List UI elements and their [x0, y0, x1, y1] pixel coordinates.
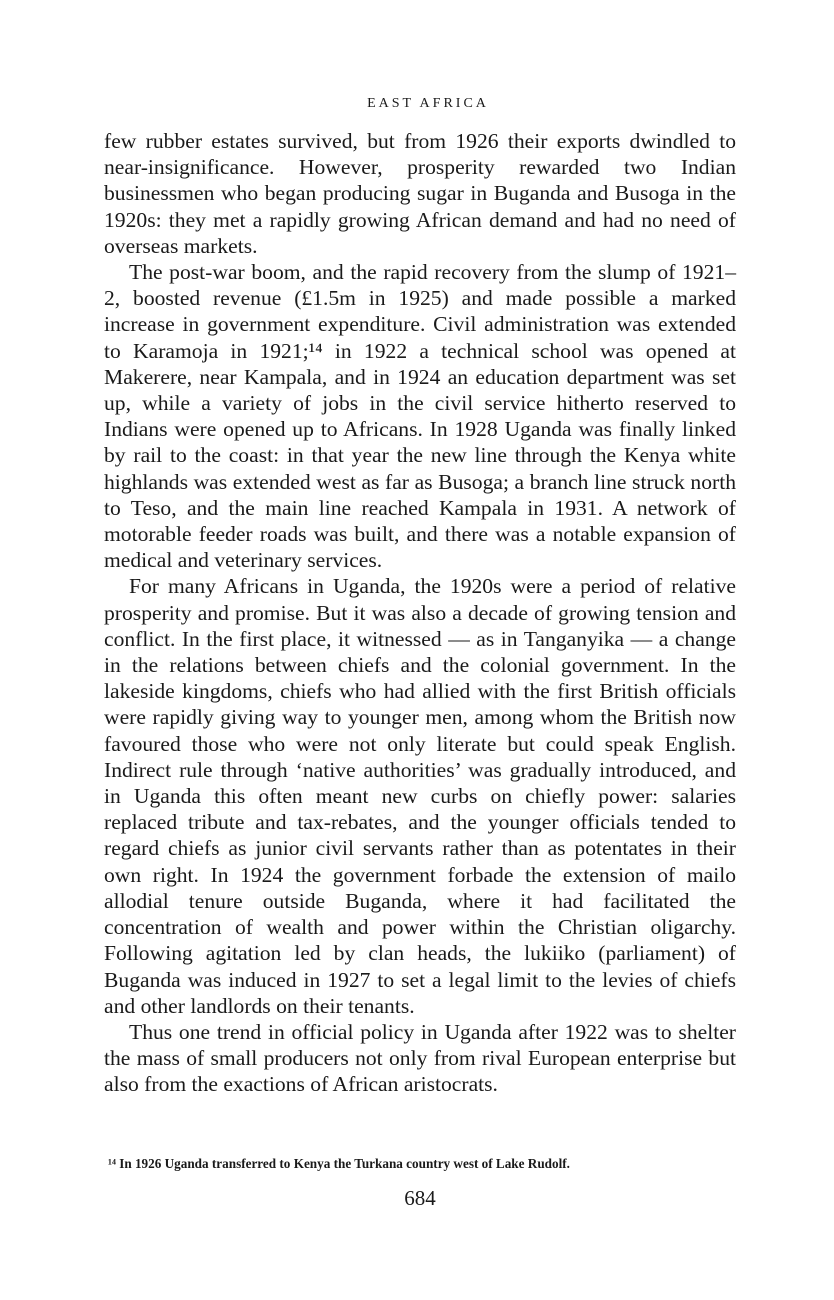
paragraph-4: Thus one trend in official policy in Uganda after 1922 was to shelter the mass of small producers not only from rival European enterprise but also from the exactions of African aristocrats.: [104, 1019, 736, 1097]
footnote: ¹⁴ In 1926 Uganda transferred to Kenya the Turkana country west of Lake Rudolf.: [108, 1156, 570, 1171]
paragraph-2: The post-war boom, and the rapid recovery from the slump of 1921–2, boosted revenue (£1.5m in 1925) and made possible a marked increase in government expenditure. Civil administration was extended to Karamoja in 1921;¹⁴ in 1922 a technical school was opened at Makerere, near Kampala, and in 1924 an education department was set up, while a variety of jobs in the civil service hitherto reserved to Indians were opened up to Africans. In 1928 Uganda was finally linked by rail to the coast: in that year the new line through the Kenya white highlands was extended west as far as Busoga; a branch line struck north to Teso, and the main line reached Kampala in 1931. A network of motorable feeder roads was built, and there was a notable expansion of medical and veterinary services.: [104, 260, 736, 573]
paragraph-1: few rubber estates survived, but from 1926 their exports dwindled to near-insignificance. However, prosperity rewarded two Indian businessmen who began producing sugar in Buganda and Busoga in the 1920s: they met a rapidly growing African demand and had no need of overseas markets.: [104, 129, 736, 258]
paragraph-3: For many Africans in Uganda, the 1920s were a period of relative prosperity and promise. But it was also a decade of growing tension and conflict. In the first place, it witnessed — as in Tanganyika — a change in the relations between chiefs and the colonial government. In the lakeside kingdoms, chiefs who had allied with the first British officials were rapidly giving way to younger men, among whom the British now favoured those who were not only literate but could speak English. Indirect rule through ‘native authorities’ was gradually introduced, and in Uganda this often meant new curbs on chiefly power: salaries replaced tribute and tax-rebates, and the younger officials tended to regard chiefs as junior civil servants rather than as potentates in their own right. In 1924 the government forbade the extension of mailo allodial tenure outside Buganda, where it had facilitated the concentration of wealth and power within the Christian oligarchy. Following agitation led by clan heads, the lukiiko (parliament) of Buganda was induced in 1927 to set a legal limit to the levies of chiefs and other landlords on their tenants.: [104, 574, 736, 1018]
running-head: EAST AFRICA: [367, 96, 489, 111]
body-text: [104, 128, 736, 1098]
page-number: 684: [404, 1186, 436, 1210]
